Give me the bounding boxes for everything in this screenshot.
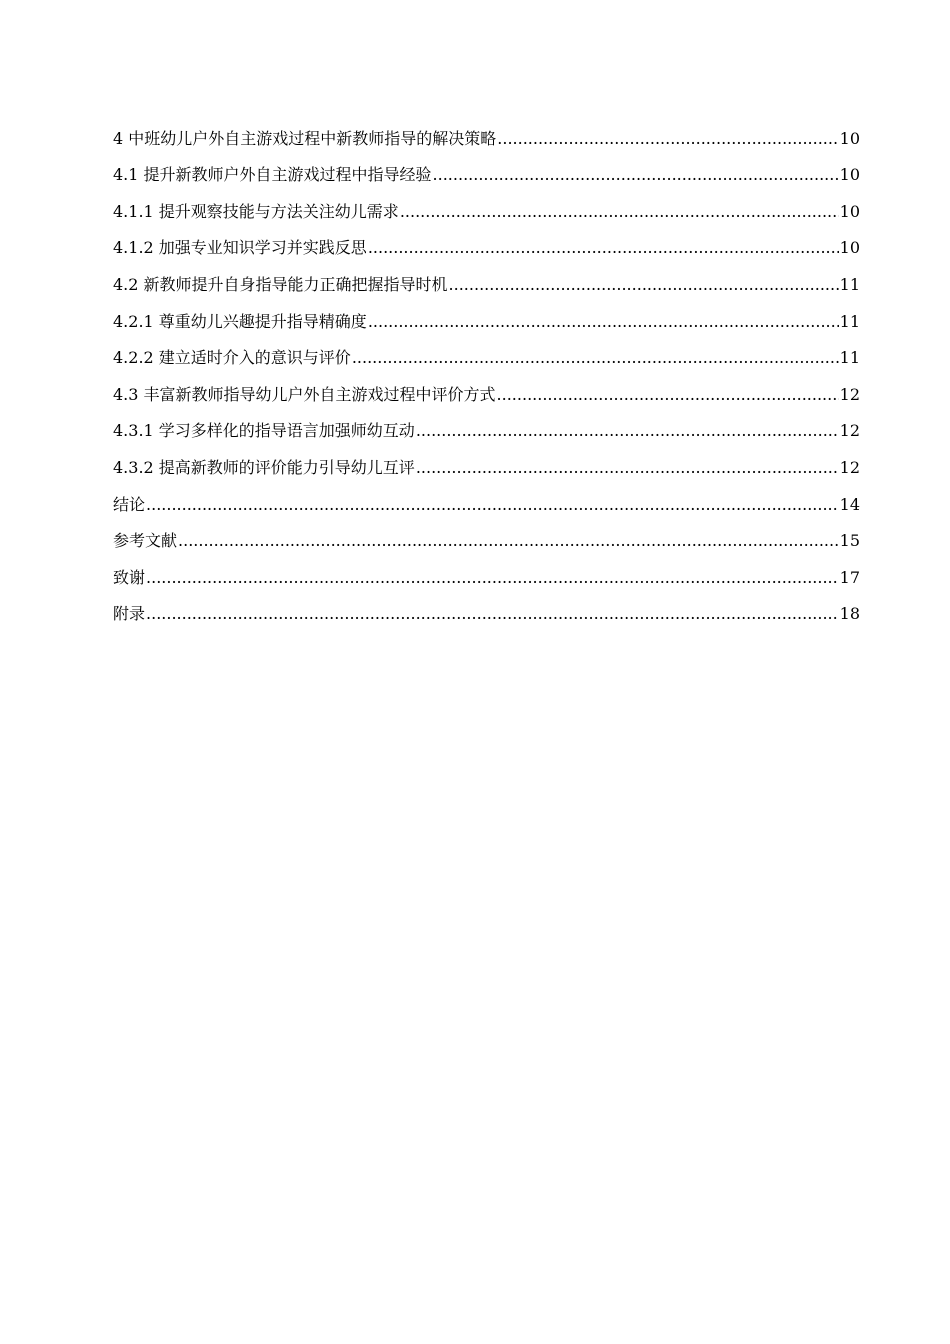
toc-page-number: 10 <box>839 165 860 185</box>
toc-dot-leader <box>352 346 839 370</box>
toc-entry[interactable] <box>113 297 860 334</box>
toc-dot-leader <box>497 383 839 407</box>
toc-page-number: 12 <box>839 384 860 404</box>
toc-dot-leader <box>416 456 839 480</box>
toc-entry[interactable] <box>113 370 860 407</box>
toc-page-number: 12 <box>839 421 860 441</box>
toc-entry-title: 4.3 丰富新教师指导幼儿户外自主游戏过程中评价方式 <box>113 384 496 404</box>
toc-entry-title: 致谢 <box>113 567 146 587</box>
toc-entry[interactable] <box>113 151 860 188</box>
toc-page-number: 12 <box>839 457 860 477</box>
toc-dot-leader <box>178 529 839 553</box>
toc-page-number: 18 <box>839 604 860 624</box>
toc-entry-title: 4.3.2 提高新教师的评价能力引导幼儿互评 <box>113 457 415 477</box>
toc-entry[interactable] <box>113 114 860 151</box>
toc-entry[interactable] <box>113 553 860 590</box>
toc-dot-leader <box>497 127 838 151</box>
toc-entry-title: 附录 <box>113 604 146 624</box>
toc-dot-leader <box>368 236 839 260</box>
toc-entry[interactable] <box>113 480 860 517</box>
toc-entry-title: 4.1.2 加强专业知识学习并实践反思 <box>113 238 367 258</box>
toc-dot-leader <box>146 493 839 517</box>
toc-entry[interactable] <box>113 517 860 554</box>
toc-dot-leader <box>449 273 839 297</box>
toc-entry[interactable] <box>113 260 860 297</box>
toc-dot-leader <box>433 163 839 187</box>
toc-page-number: 15 <box>839 531 860 551</box>
toc-entry[interactable] <box>113 407 860 444</box>
toc-page-number: 14 <box>839 494 860 514</box>
toc-entry-title: 4.2 新教师提升自身指导能力正确把握指导时机 <box>113 274 448 294</box>
toc-dot-leader <box>400 200 839 224</box>
toc-page-number: 10 <box>839 128 860 148</box>
toc-entry[interactable] <box>113 224 860 261</box>
toc-entry-title: 结论 <box>113 494 146 514</box>
toc-entry-title: 4 中班幼儿户外自主游戏过程中新教师指导的解决策略 <box>113 128 497 148</box>
toc-entry-title: 4.2.1 尊重幼儿兴趣提升指导精确度 <box>113 311 367 331</box>
toc-entry[interactable] <box>113 590 860 627</box>
toc-page-number: 17 <box>839 567 860 587</box>
toc-entry-title: 4.2.2 建立适时介入的意识与评价 <box>113 348 351 368</box>
toc-entry-title: 4.1.1 提升观察技能与方法关注幼儿需求 <box>113 201 399 221</box>
toc-entry[interactable] <box>113 187 860 224</box>
toc-entry-title: 4.3.1 学习多样化的指导语言加强师幼互动 <box>113 421 415 441</box>
toc-dot-leader <box>416 419 839 443</box>
toc-entry-title: 参考文献 <box>113 531 178 551</box>
toc-page-number: 11 <box>839 311 860 331</box>
toc-dot-leader <box>146 602 839 626</box>
toc-page-number: 11 <box>839 348 860 368</box>
toc-dot-leader <box>146 566 839 590</box>
toc-entry-title: 4.1 提升新教师户外自主游戏过程中指导经验 <box>113 165 432 185</box>
table-of-contents <box>113 114 860 626</box>
toc-page-number: 10 <box>839 238 860 258</box>
toc-page-number: 10 <box>839 201 860 221</box>
toc-page-number: 11 <box>839 274 860 294</box>
toc-dot-leader <box>368 310 839 334</box>
toc-entry[interactable] <box>113 334 860 371</box>
toc-entry[interactable] <box>113 443 860 480</box>
